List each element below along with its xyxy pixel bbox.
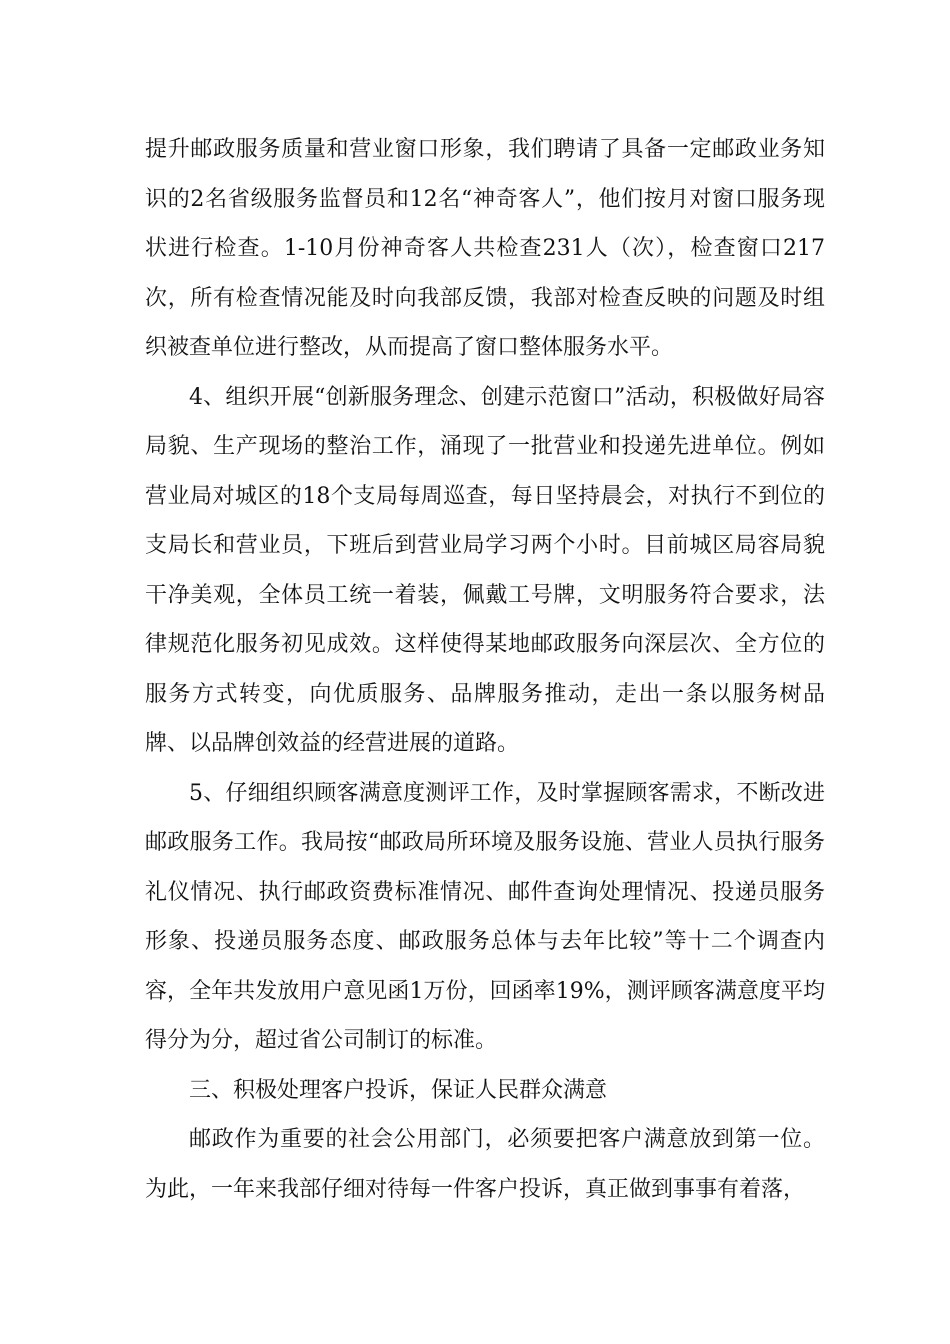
paragraph-customer-first: 邮政作为重要的社会公用部门，必须要把客户满意放到第一位。为此，一年来我部仔细对待每一件客户投诉，真正做到事事有着落， <box>145 1127 825 1202</box>
paragraph-window-inspection: 提升邮政服务质量和营业窗口形象，我们聘请了具备一定邮政业务知识的2名省级服务监督员和12名“神奇客人”，他们按月对窗口服务现状进行检查。1-10月份神奇客人共检查231人（次），检查窗口217次，所有检查情况能及时向我部反馈，我部对检查反映的问题及时组织被查单位进行整改，从而提高了窗口整体服务水平。 <box>145 137 825 360</box>
document-body <box>145 125 825 1214</box>
paragraph-customer-satisfaction-survey: 5、仔细组织顾客满意度测评工作，及时掌握顾客需求，不断改进邮政服务工作。我局按“邮政局所环境及服务设施、营业人员执行服务礼仪情况、执行邮政资费标准情况、邮件查询处理情况、投递员服务形象、投递员服务态度、邮政服务总体与去年比较”等十二个调查内容，全年共发放用户意见函1万份，回函率19%，测评顾客满意度平均得分为分，超过省公司制订的标准。 <box>145 780 825 1053</box>
paragraph-demonstration-window-activity: 4、组织开展“创新服务理念、创建示范窗口”活动，积极做好局容局貌、生产现场的整治工作，涌现了一批营业和投递先进单位。例如营业局对城区的18个支局每周巡查，每日坚持晨会，对执行不到位的支局长和营业员，下班后到营业局学习两个小时。目前城区局容局貌干净美观，全体员工统一着装，佩戴工号牌，文明服务符合要求，法律规范化服务初见成效。这样使得某地邮政服务向深层次、全方位的服务方式转变，向优质服务、品牌服务推动，走出一条以服务树品牌、以品牌创效益的经营进展的道路。 <box>145 384 825 756</box>
section-heading-complaints: 三、积极处理客户投诉，保证人民群众满意 <box>189 1077 608 1103</box>
